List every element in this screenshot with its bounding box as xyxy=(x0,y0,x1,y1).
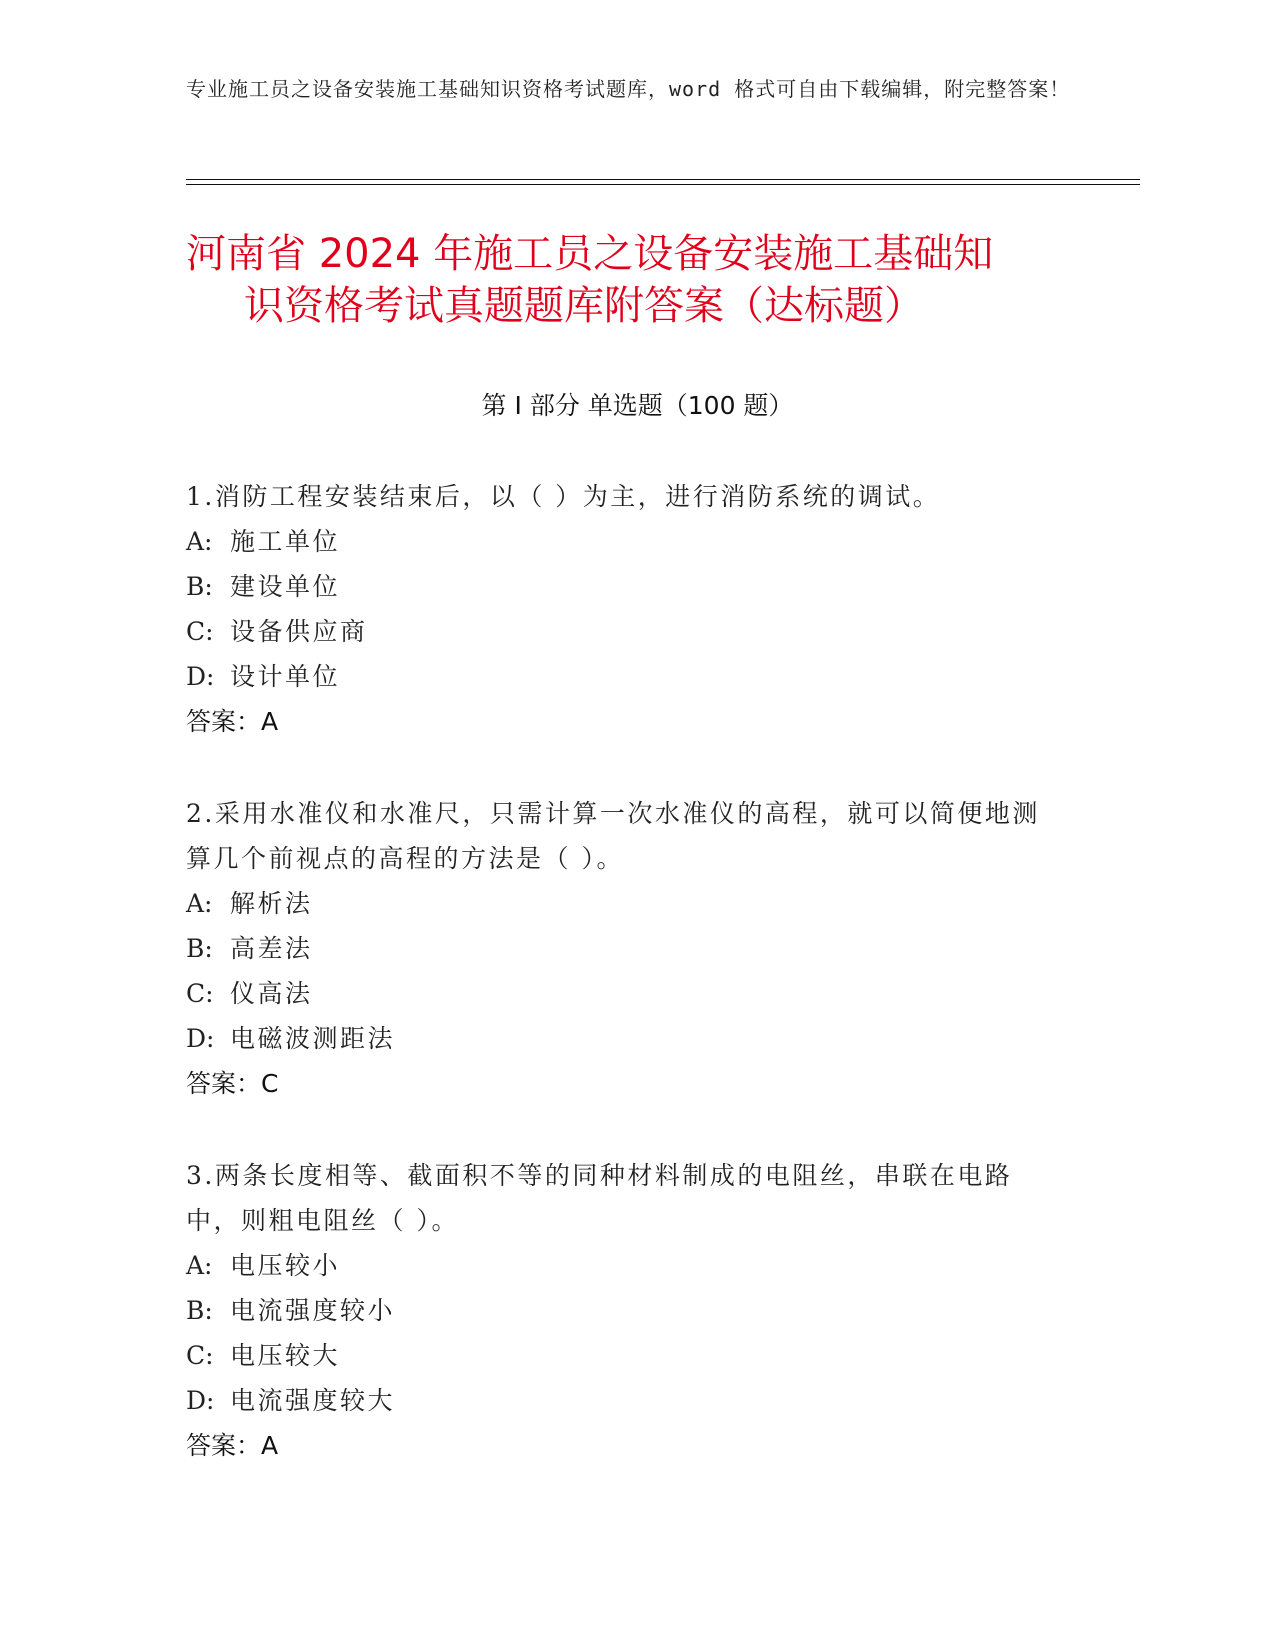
option-text: 仪高法 xyxy=(230,979,313,1008)
question-list xyxy=(186,474,1056,1515)
option-text: 解析法 xyxy=(230,889,313,918)
header-divider-bottom xyxy=(186,184,1140,185)
option-text: 电压较大 xyxy=(230,1341,341,1370)
document-title xyxy=(186,228,1126,332)
option-letter: B: xyxy=(186,572,213,601)
option-d xyxy=(186,654,1056,699)
option-text: 电流强度较大 xyxy=(230,1386,396,1415)
option-letter: C: xyxy=(186,979,214,1008)
option-d xyxy=(186,1378,1056,1423)
question-3 xyxy=(186,1153,1056,1468)
option-a xyxy=(186,881,1056,926)
option-text: 施工单位 xyxy=(230,527,341,556)
option-a xyxy=(186,1243,1056,1288)
option-letter: C: xyxy=(186,617,214,646)
option-c xyxy=(186,971,1056,1016)
option-b xyxy=(186,564,1056,609)
option-text: 建设单位 xyxy=(230,572,341,601)
option-text: 设备供应商 xyxy=(230,617,368,646)
option-c xyxy=(186,1333,1056,1378)
option-b xyxy=(186,1288,1056,1333)
option-text: 高差法 xyxy=(230,934,313,963)
option-letter: D: xyxy=(186,1024,215,1053)
option-b xyxy=(186,926,1056,971)
answer-line: 答案：A xyxy=(186,707,279,736)
question-stem: 1.消防工程安装结束后，以（ ）为主，进行消防系统的调试。 xyxy=(186,482,941,511)
option-letter: C: xyxy=(186,1341,214,1370)
question-stem: 2.采用水准仪和水准尺，只需计算一次水准仪的高程，就可以简便地测算几个前视点的高程的方法是（ ）。 xyxy=(186,799,1040,873)
option-a xyxy=(186,519,1056,564)
question-2 xyxy=(186,791,1056,1106)
header-divider-top xyxy=(186,179,1140,180)
option-letter: D: xyxy=(186,662,215,691)
question-stem: 3.两条长度相等、截面积不等的同种材料制成的电阻丝，串联在电路中，则粗电阻丝（ ）。 xyxy=(186,1161,1013,1235)
section-heading: 第 I 部分 单选题（100 题） xyxy=(481,391,794,420)
answer-line: 答案：A xyxy=(186,1431,279,1460)
document-title-line2: 识资格考试真题题库附答案（达标题） xyxy=(244,283,924,329)
option-letter: A: xyxy=(186,1251,213,1280)
header-note: 专业施工员之设备安装施工基础知识资格考试题库，word 格式可自由下载编辑，附完整答案！ xyxy=(186,77,1071,101)
option-text: 设计单位 xyxy=(230,662,341,691)
option-d xyxy=(186,1016,1056,1061)
document-title-line1: 河南省 2024 年施工员之设备安装施工基础知 xyxy=(186,231,994,277)
option-letter: A: xyxy=(186,527,213,556)
option-c xyxy=(186,609,1056,654)
option-letter: D: xyxy=(186,1386,215,1415)
option-letter: B: xyxy=(186,1296,213,1325)
option-letter: B: xyxy=(186,934,213,963)
option-text: 电流强度较小 xyxy=(230,1296,396,1325)
option-text: 电压较小 xyxy=(230,1251,341,1280)
answer-line: 答案：C xyxy=(186,1069,279,1098)
option-text: 电磁波测距法 xyxy=(230,1024,396,1053)
question-1 xyxy=(186,474,1056,744)
option-letter: A: xyxy=(186,889,213,918)
